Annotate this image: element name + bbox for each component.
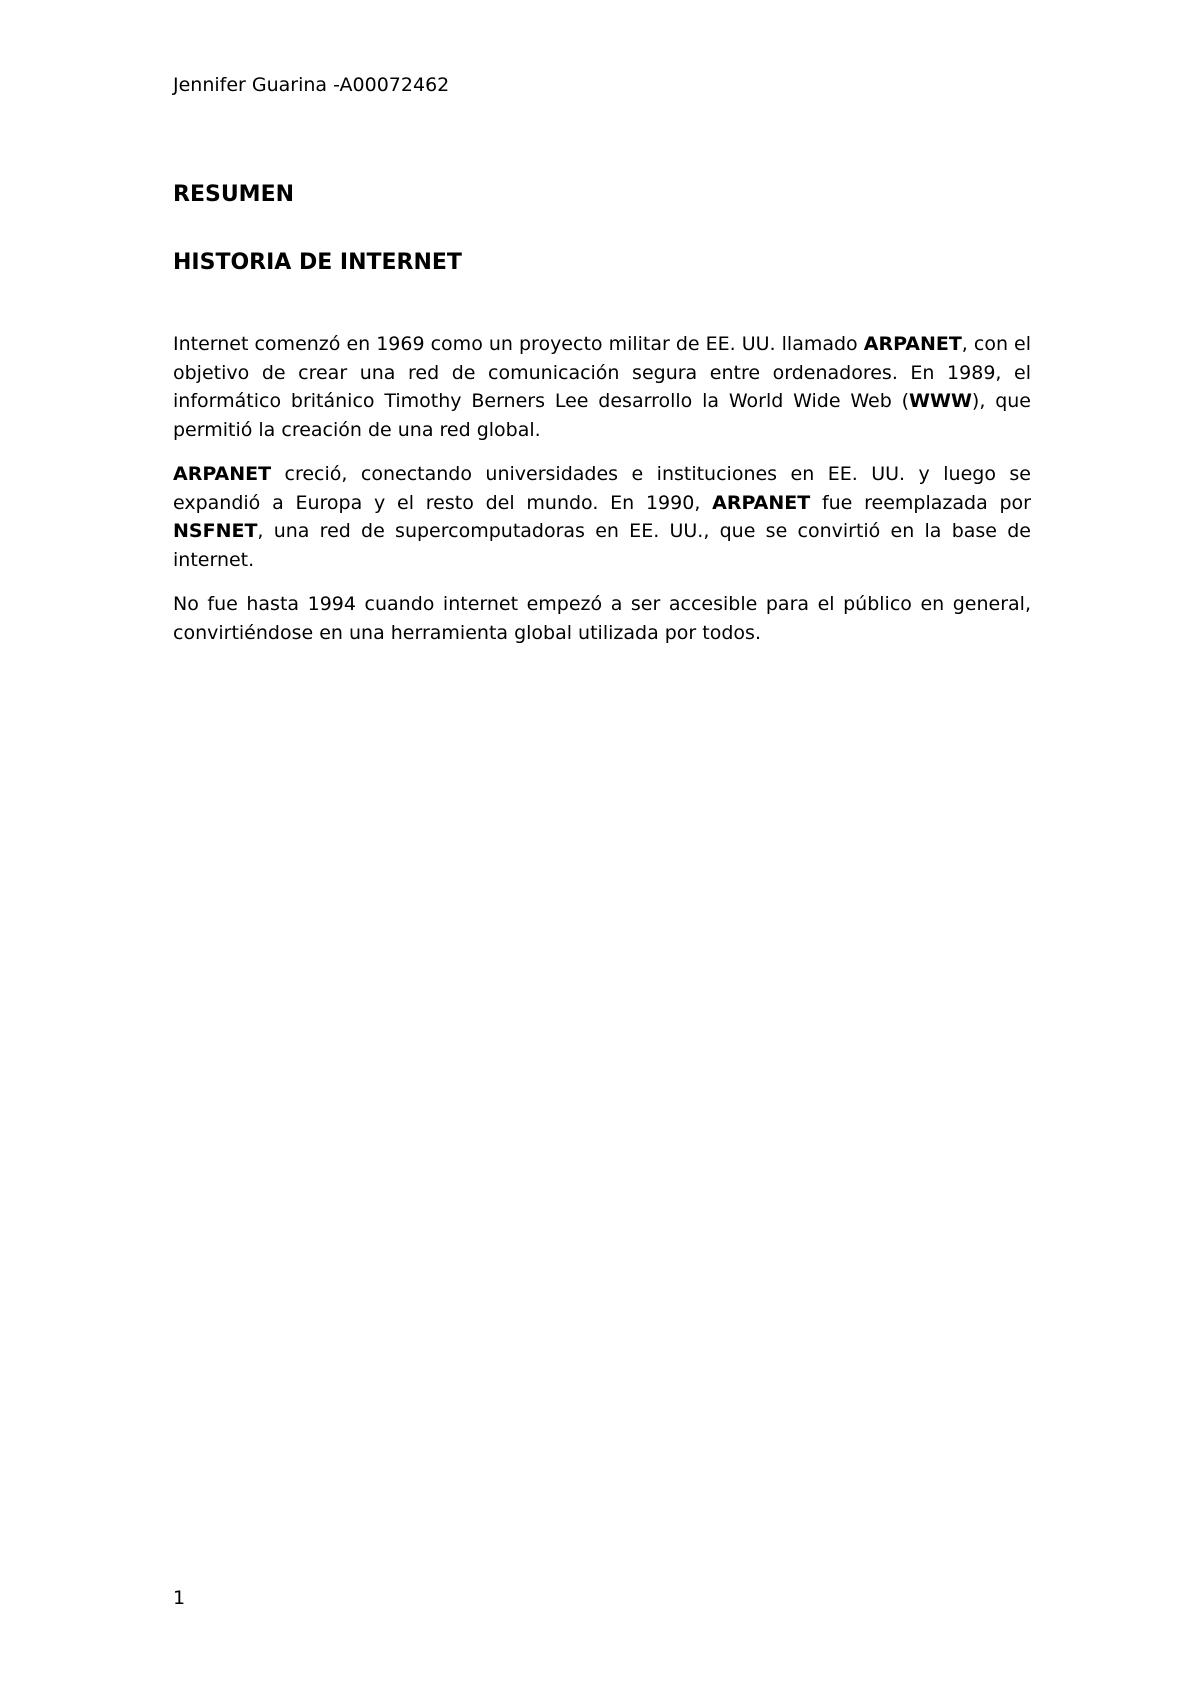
paragraph-text: Internet comenzó en 1969 como un proyecto militar de EE. UU. llamado (173, 333, 864, 355)
author-header: Jennifer Guarina -A00072462 (173, 74, 450, 96)
paragraph-1 (173, 330, 1031, 444)
document-title: HISTORIA DE INTERNET (173, 250, 462, 275)
bold-term: ARPANET (712, 491, 811, 514)
paragraph-text: fue reemplazada por (810, 491, 1031, 514)
paragraph-text: , una red de supercomputadoras en EE. UU., que se convirtió en la base de internet. (173, 520, 1031, 571)
section-title: RESUMEN (173, 182, 295, 207)
paragraph-text: No fue hasta 1994 cuando internet empezó a ser accesible para el público en general, convirtiéndose en una herramienta global utilizada por todos. (173, 593, 1031, 644)
bold-term: NSFNET (173, 520, 258, 542)
bold-term: WWW (909, 390, 972, 412)
page-number: 1 (173, 1587, 186, 1609)
paragraph-2 (173, 460, 1031, 574)
paragraph-text: ), que permitió la creación de una red global. (173, 390, 1031, 441)
paragraph-text: creció, conectando universidades e instituciones en EE. UU. y luego se expandió a Europa y el resto del mundo. En 1990, (173, 463, 1031, 514)
bold-term: ARPANET (863, 333, 962, 355)
paragraph-text: , con el objetivo de crear una red de comunicación segura entre ordenadores. En 1989, el informático británico Timothy Berners Lee desarrollo la World Wide Web ( (173, 333, 1032, 412)
bold-term: ARPANET (173, 463, 272, 485)
body-text (173, 330, 1031, 663)
paragraph-3 (173, 590, 1031, 647)
